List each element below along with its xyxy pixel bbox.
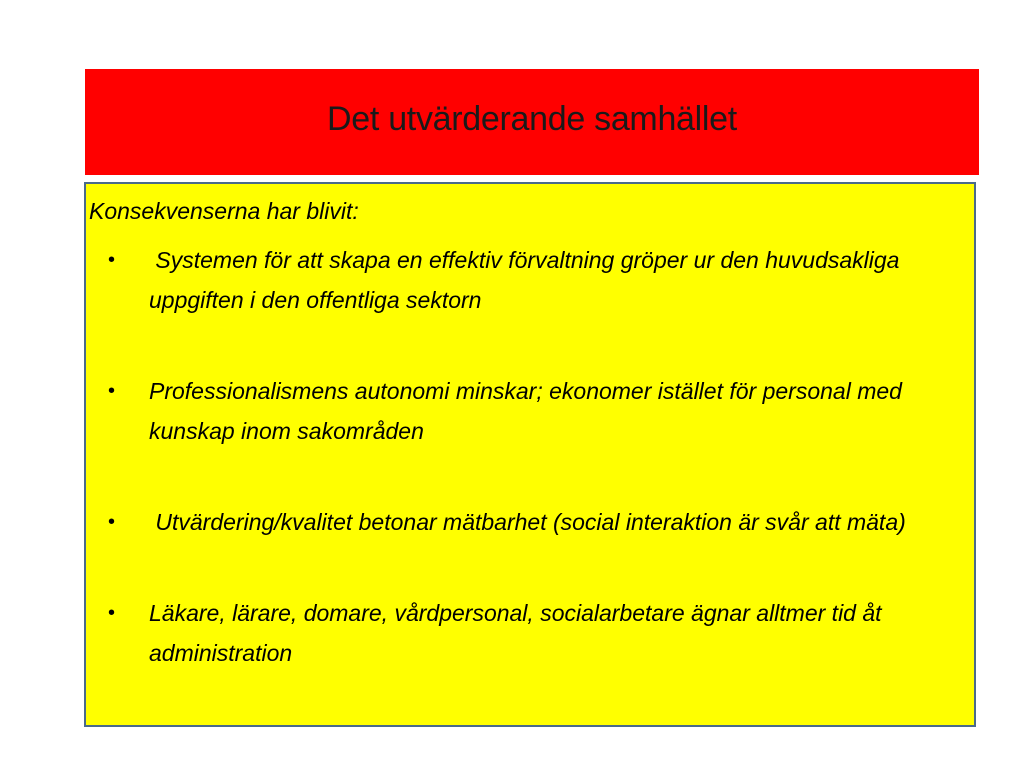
bullet-icon: • [108,249,116,271]
bullet-icon: • [108,602,116,624]
bullet-item-1 [86,240,974,320]
bullet-icon: • [108,380,116,402]
slide-title: Det utvärderande samhället [327,99,737,138]
intro-text: Konsekvenserna har blivit: [89,198,359,224]
bullet-text-4: Läkare, lärare, domare, vårdpersonal, socialarbetare ägnar alltmer tid åt administration [149,600,882,666]
bullet-list [86,240,974,724]
bullet-text-1: Systemen för att skapa en effektiv förvaltning gröper ur den huvudsakliga uppgiften i den offentliga sektorn [149,247,906,313]
bullet-text-3: Utvärdering/kvalitet betonar mätbarhet (social interaktion är svår att mäta) [149,509,906,535]
bullet-text-2: Professionalismens autonomi minskar; ekonomer istället för personal med kunskap inom sakområden [149,378,902,444]
content-box [84,182,976,727]
bullet-item-4 [86,593,974,673]
title-band [85,69,979,175]
bullet-icon: • [108,511,116,533]
bullet-item-3 [86,502,974,542]
bullet-item-2 [86,371,974,451]
